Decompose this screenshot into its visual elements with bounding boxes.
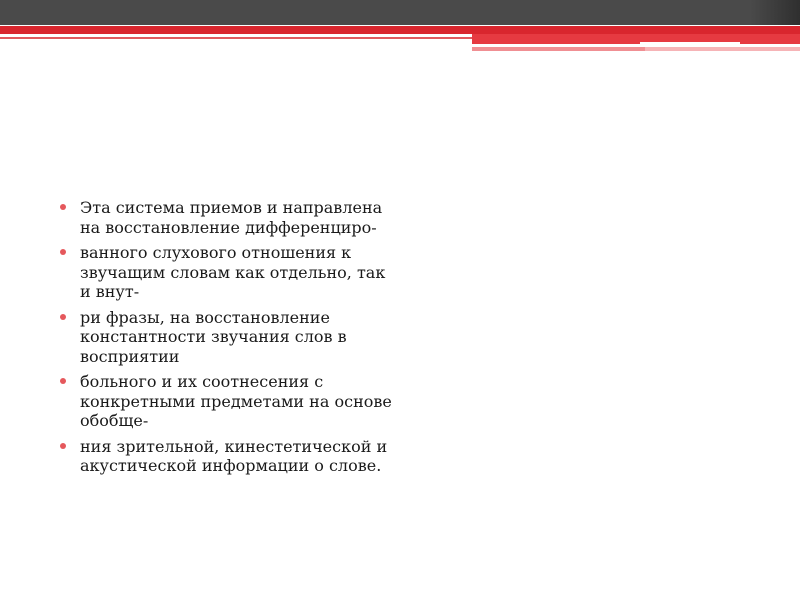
- bullet-dot-icon: [60, 249, 66, 255]
- header-bar: [0, 0, 800, 25]
- bullet-text: ванного слухового отношения к звучащим словам как отдельно, так и внут-: [80, 243, 386, 301]
- header-thin-line: [0, 37, 472, 39]
- bullet-text: ния зрительной, кинестетической и акустической информации о слове.: [80, 436, 388, 475]
- bullet-item: [58, 308, 398, 367]
- bullet-dot-icon: [60, 204, 66, 210]
- header-white-stripe: [640, 42, 740, 44]
- header-accent-block: [472, 34, 800, 44]
- bullet-item: [58, 198, 398, 237]
- slide-body: [58, 198, 398, 482]
- bullet-dot-icon: [60, 378, 66, 384]
- bullet-item: [58, 243, 398, 302]
- header-shade: [750, 0, 800, 25]
- bullet-item: [58, 372, 398, 431]
- bullet-text: Эта система приемов и направлена на восстановление дифференциро-: [80, 198, 383, 237]
- bullet-text: больного и их соотнесения с конкретными предметами на основе обобще-: [80, 372, 392, 430]
- bullet-text: ри фразы, на восстановление константности звучания слов в восприятии: [80, 307, 347, 366]
- header-accent-line: [0, 26, 800, 34]
- bullet-dot-icon: [60, 443, 66, 449]
- bullet-list: [58, 198, 398, 476]
- bullet-dot-icon: [60, 314, 66, 320]
- header-pink-line-fade: [645, 47, 800, 51]
- bullet-item: [58, 437, 398, 476]
